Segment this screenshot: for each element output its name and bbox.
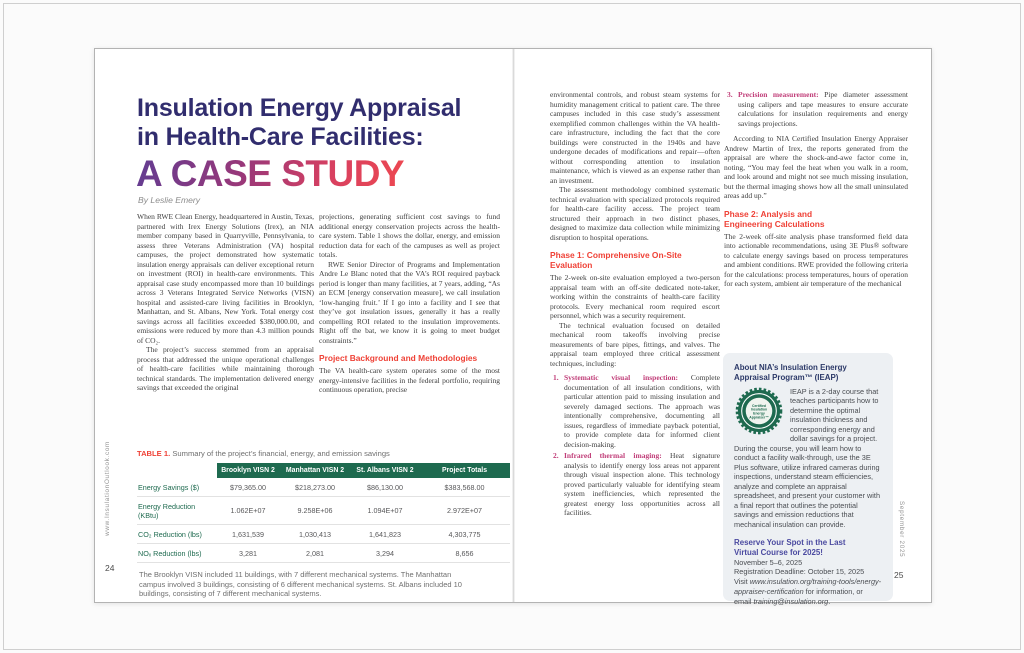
table-cell: $218,273.00 xyxy=(279,478,351,497)
body-column-2 xyxy=(319,212,500,395)
article-title-line2: in Health-Care Facilities: xyxy=(137,123,424,151)
list-item-text: Pipe diameter assessment using calipers and tape measures to ensure accurate calculations for insulation requirements and energy savings projections. xyxy=(738,90,909,128)
table-cell: 2,081 xyxy=(279,544,351,563)
body-column-1 xyxy=(137,212,314,393)
sidebar-cta-heading xyxy=(734,538,882,558)
row-label: CO₂ Reduction (lbs) xyxy=(137,525,217,544)
table-caption xyxy=(137,449,510,458)
list-item-number: 3. xyxy=(727,90,733,99)
row-label: NOₓ Reduction (lbs) xyxy=(137,544,217,563)
left-folio-website: www.InsulationOutlook.com xyxy=(104,441,111,536)
sidebar-cta-heading-line2: Virtual Course for 2025! xyxy=(734,547,823,557)
table-cell: $383,568.00 xyxy=(419,478,510,497)
table-header-cell: St. Albans VISN 2 xyxy=(351,463,419,478)
table-row xyxy=(137,544,510,563)
article-title-line1: Insulation Energy Appraisal xyxy=(137,94,462,122)
center-fold xyxy=(512,49,515,602)
table-cell: 1.062E+07 xyxy=(217,497,279,525)
table-row xyxy=(137,478,510,497)
list-item-lead: Systematic visual inspection: xyxy=(564,373,678,382)
body-paragraph: The technical evaluation focused on detailed mechanical room takeoffs involving precise measurements of bare pipes, fittings, and valves. The appraisal team employed three critical assessment techniques, including: xyxy=(550,320,720,368)
ieap-sidebar-box xyxy=(723,353,893,606)
sidebar-cta-date: November 5–6, 2025 xyxy=(734,557,803,567)
savings-table xyxy=(137,463,510,563)
list-item xyxy=(550,373,720,449)
list-item-number: 2. xyxy=(553,451,559,460)
body-paragraph: The VA health-care system operates some of the most energy-intensive facilities in the federal portfolio, requiring continuous operation, precise xyxy=(319,366,500,394)
list-item-number: 1. xyxy=(553,373,559,382)
table-cell: 9.258E+06 xyxy=(279,497,351,525)
table-header-cell: Brooklyn VISN 2 xyxy=(217,463,279,478)
seal-text-line: Insulation xyxy=(750,407,768,412)
section-heading-phase-2-line2: Engineering Calculations xyxy=(724,218,825,229)
sidebar-heading xyxy=(734,363,882,383)
table-cell: 3,294 xyxy=(351,544,419,563)
list-item xyxy=(550,451,720,518)
table-cell: 4,303,775 xyxy=(419,525,510,544)
row-label: Energy Savings ($) xyxy=(137,478,217,497)
table-header-cell: Manhattan VISN 2 xyxy=(279,463,351,478)
cta-mid-text: for information, or email xyxy=(734,586,863,606)
body-column-3 xyxy=(550,90,720,518)
body-paragraph: The 2-week off-site analysis phase transformed field data into actionable recommendations, using 3E Plus® software to calculate energy savings based on process temperatures and ambient conditions. RWE provided the following criteria for the calculations: process temperatures, hours of operation for each system, ambient air temperature of the mechanical xyxy=(724,231,908,288)
section-heading-phase-2 xyxy=(724,209,908,229)
table-cell: $79,365.00 xyxy=(217,478,279,497)
body-paragraph: The assessment methodology combined systematic technical evaluation with specialized protocols required for health-care facility access. The project team structured their approach in two distinct phases, designed to maximize data collection while minimizing disruption to hospital operations. xyxy=(550,185,720,242)
table-cell: 1,641,823 xyxy=(351,525,419,544)
seal-text-line: Appraiser™ xyxy=(749,414,769,419)
table-label: TABLE 1. xyxy=(137,449,171,458)
table-cell: 1,030,413 xyxy=(279,525,351,544)
table-row xyxy=(137,525,510,544)
table-cell: $86,130.00 xyxy=(351,478,419,497)
seal-text-line: Energy xyxy=(753,411,765,416)
byline: By Leslie Emery xyxy=(138,195,201,205)
sidebar-cta-deadline: Registration Deadline: October 15, 2025 xyxy=(734,567,865,577)
table-caption-text: Summary of the project’s financial, energy, and emission savings xyxy=(172,449,390,458)
table-header-cell: Project Totals xyxy=(419,463,510,478)
table-cell: 1,631,539 xyxy=(217,525,279,544)
table-cell: 1.094E+07 xyxy=(351,497,419,525)
body-paragraph: When RWE Clean Energy, headquartered in Austin, Texas, partnered with Irex Energy Solutions (Irex), an NIA member company based in Quarryville, Pennsylvania, to assess three Veterans Administration (VA) hospital campuses, the project demonstrated how systematic insulation energy appraisals can deliver exceptional return on investment (ROI) in health-care environments. This appraisal case study encompassed more than 10 buildings across 3 Veterans Integrated Service Networks (VISN) hospital and assisted-care living facilities in Brooklyn, Manhattan, and St. Albans, New York. Total energy cost savings across all facilities exceeded $380,000.00, and emissions were reduced by more than 4.3 million pounds of CO₂. xyxy=(137,212,314,345)
list-item-lead: Infrared thermal imaging: xyxy=(564,451,662,460)
page-number-right: 25 xyxy=(894,570,904,580)
sidebar-cta-contact xyxy=(734,577,882,606)
row-label: Energy Reduction (KBtu) xyxy=(137,497,217,525)
body-paragraph: The project’s success stemmed from an appraisal process that addressed the unique operational challenges of health-care facilities while maintaining thorough technical standards. The implementation delivered energy savings that exceeded the original xyxy=(137,345,314,392)
article-title xyxy=(137,94,461,152)
table-row xyxy=(137,497,510,525)
body-column-4 xyxy=(724,90,908,289)
sidebar-heading-line2: Appraisal Program™ (IEAP) xyxy=(734,372,839,382)
sidebar-cta-heading-line1: Reserve Your Spot in the Last xyxy=(734,538,846,548)
page-number-left: 24 xyxy=(105,563,115,573)
body-paragraph: environmental controls, and robust steam systems for humidity management critical to patient care. The three campuses included in this case study’s assessment exemplified common challenges within the VA health-care infrastructure, including the fact that the core buildings were constructed in the 1940s and have undergone decades of modifications and repair—often without corresponding attention to insulation maintenance, which is viewed as an expense rather than an investment. xyxy=(550,90,720,185)
section-heading-project-background: Project Background and Methodologies xyxy=(319,353,478,363)
sidebar-heading-line1: About NIA’s Insulation Energy xyxy=(734,363,847,372)
body-paragraph: The 2-week on-site evaluation employed a two-person appraisal team with an off-site dedicated note-taker, working within the constraints of health-care facility protocols. Every mechanical room required escort personnel, which was a security requirement. xyxy=(550,273,720,320)
cta-visit-text: Visit xyxy=(734,577,750,587)
cta-email-link[interactable]: training@insulation.org xyxy=(753,596,829,606)
body-paragraph: RWE Senior Director of Programs and Implementation Andre Le Blanc noted that the VA’s ROI required payback period is longer than many facilities, at 7 years, adding, “As an ECM [energy conservation measure], we call insulation ‘low-hanging fruit.’ If I go into a facility and I see that they’ve got insulation issues, generally it has a really compelling ROI related to the insulation improvements. Right off the bat, we know it is going to meet budget constraints.” xyxy=(319,259,500,345)
table-cell: 3,281 xyxy=(217,544,279,563)
section-heading-phase-1: Phase 1: Comprehensive On-Site Evaluation xyxy=(550,250,682,270)
assessment-techniques-list-continued xyxy=(724,90,908,128)
magazine-spread xyxy=(94,48,932,606)
table-1-block xyxy=(137,449,510,599)
body-paragraph: According to NIA Certified Insulation Energy Appraiser Andrew Martin of Irex, the reports generated from the appraisal are where the shock-and-awe factor come in, noting, “You may feel the heat when you walk in a room, and look around and might not see much missing insulation, but the thermal imaging shows how all the small uninsulated areas add up.” xyxy=(724,134,908,200)
sidebar-body-text: IEAP is a 2-day course that teaches participants how to determine the optimal insulation thickness and corresponding energy and dollar savings for a project. During the course, you will learn how to conduct a facility walk-through, use the 3E Plus software, utilize infrared cameras during inspections, understand steam efficiencies, analyze and complete an appraisal spreadsheet, and present your customer with a final report that outlines the potential savings and emission reductions that mechanical insulation can provide. xyxy=(734,386,881,529)
list-item-lead: Precision measurement: xyxy=(738,90,819,99)
table-cell: 2.972E+07 xyxy=(419,497,510,525)
list-item-text: Complete documentation of all insulation conditions, with particular attention paid to missing insulation and severely damaged sections. The approach was intentionally comprehensive, documenting all issues, regardless of immediate payback potential, to provide complete data for informed client decision-making. xyxy=(564,373,720,449)
table-header-cell-blank xyxy=(137,463,217,478)
seal-text-line: Certified xyxy=(751,403,767,408)
cta-url-link[interactable]: www.insulation.org/training-tools/energy-appraiser-certification xyxy=(734,577,882,596)
certified-appraiser-seal-icon xyxy=(734,386,784,436)
list-item-text: Heat signature analysis to identify energy loss areas not apparent through visual inspection alone. This technology proved particularly valuable for identifying steam system inefficiencies, which represented the greatest energy loss opportunities across all facilities. xyxy=(564,451,720,517)
table-footnote: The Brooklyn VISN included 11 buildings, with 7 different mechanical systems. The Manhattan campus involved 3 buildings, consisting of 6 different mechanical systems. St. Albans included 10 buildings, consisting of 7 different mechanical systems. xyxy=(139,570,462,599)
article-title-emphasis: A CASE STUDY xyxy=(136,153,405,194)
section-heading-phase-2-line1: Phase 2: Analysis and xyxy=(724,208,813,219)
right-folio-issue-date: September 2025 xyxy=(898,501,905,558)
table-cell: 8,656 xyxy=(419,544,510,563)
table-header-row xyxy=(137,463,510,478)
assessment-techniques-list xyxy=(550,373,720,518)
cta-post-text: . xyxy=(828,596,831,606)
body-paragraph: projections, generating sufficient cost savings to fund additional energy conservation projects across the health-care system. Table 1 shows the dollar, energy, and emission reduction data for each of the campuses as well as project totals. xyxy=(319,212,500,259)
list-item xyxy=(724,90,908,128)
